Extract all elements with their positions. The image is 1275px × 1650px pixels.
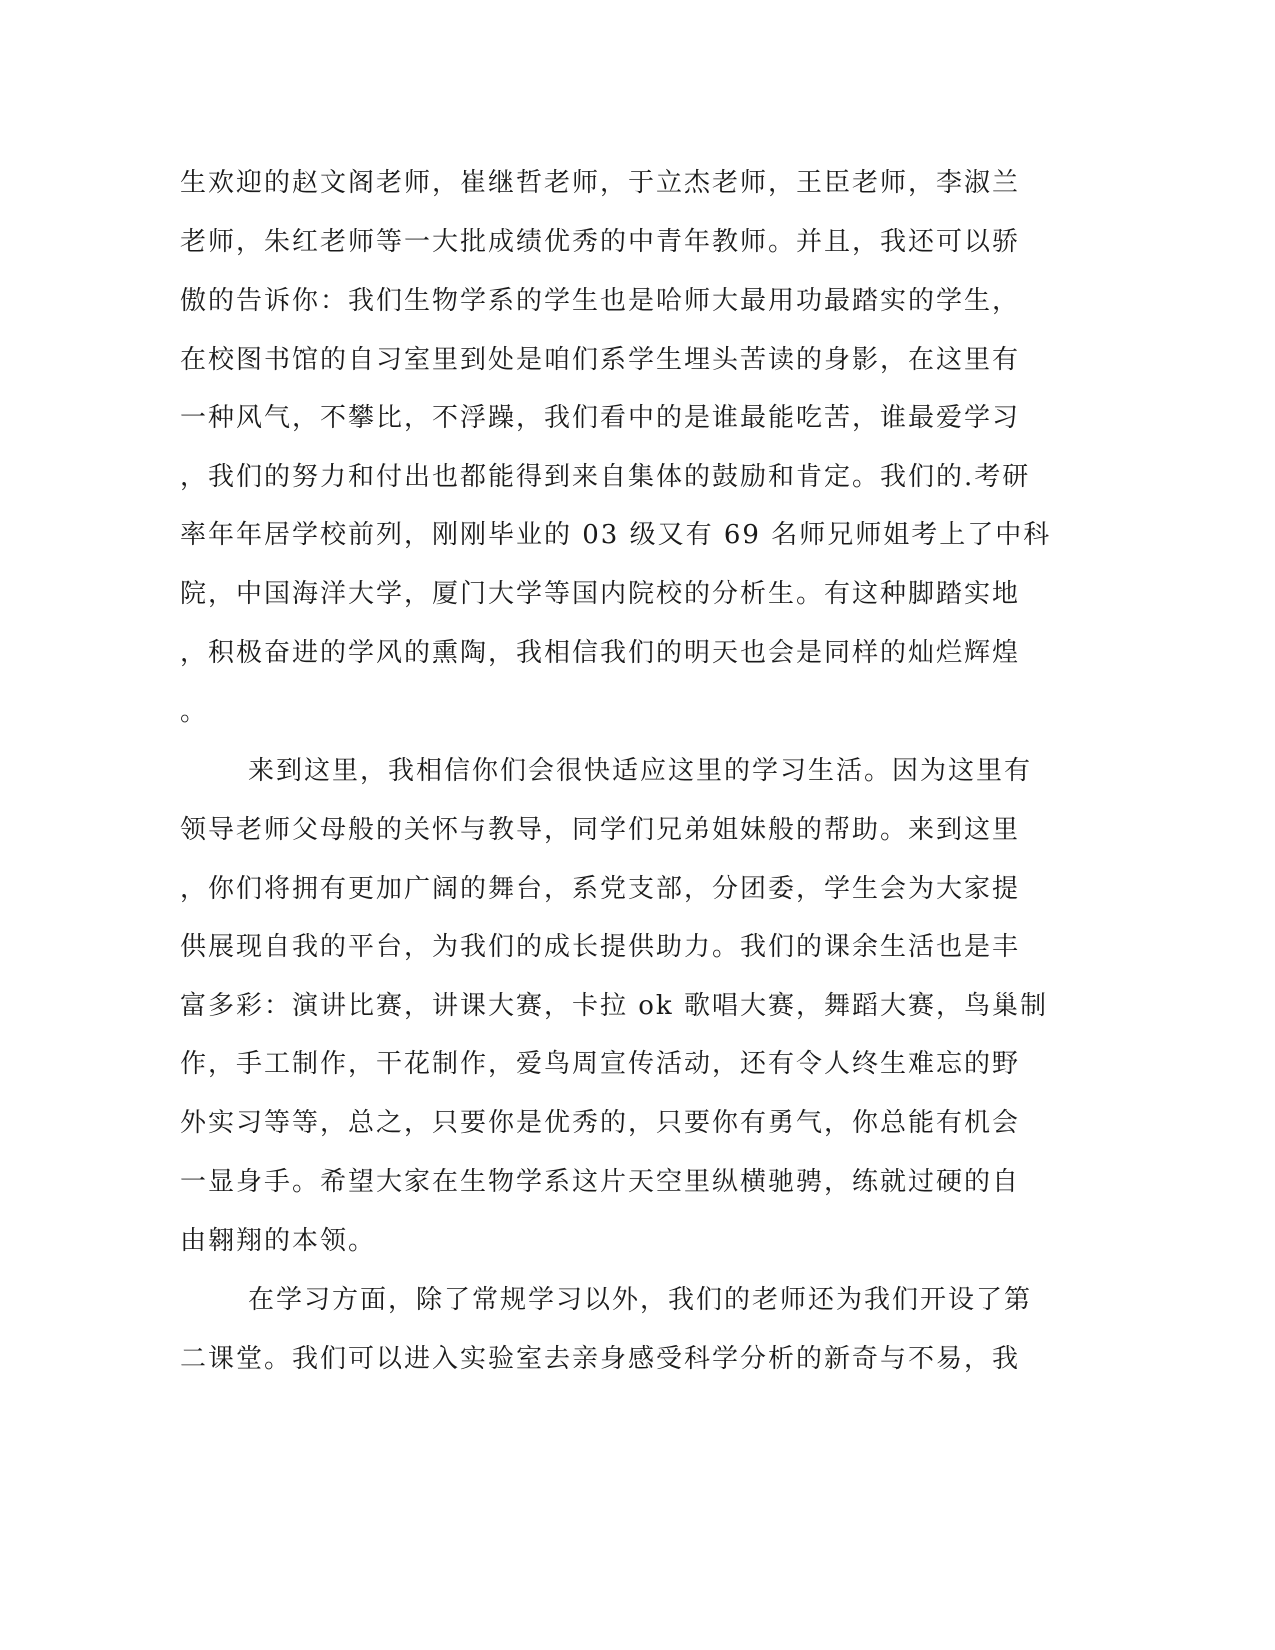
text-line: 富多彩：演讲比赛，讲课大赛，卡拉 ok 歌唱大赛，舞蹈大赛，鸟巢制 xyxy=(180,991,1048,1021)
text-line: 傲的告诉你：我们生物学系的学生也是哈师大最用功最踏实的学生， xyxy=(180,286,1021,316)
text-line: 二课堂。我们可以进入实验室去亲身感受科学分析的新奇与不易，我 xyxy=(180,1344,1021,1374)
text-line: 作，手工制作，干花制作，爱鸟周宣传活动，还有令人终生难忘的野 xyxy=(180,1049,1021,1079)
paragraph-first-line: 在学习方面，除了常规学习以外，我们的老师还为我们开设了第 xyxy=(248,1285,1033,1315)
text-line: ，你们将拥有更加广阔的舞台，系党支部，分团委，学生会为大家提 xyxy=(180,874,1021,904)
text-line: 供展现自我的平台，为我们的成长提供助力。我们的课余生活也是丰 xyxy=(180,932,1021,962)
text-line: 老师，朱红老师等一大批成绩优秀的中青年教师。并且，我还可以骄 xyxy=(180,227,1021,257)
text-line: 。 xyxy=(180,697,209,727)
text-line: 一显身手。希望大家在生物学系这片天空里纵横驰骋，练就过硬的自 xyxy=(180,1167,1021,1197)
paragraph-first-line: 来到这里，我相信你们会很快适应这里的学习生活。因为这里有 xyxy=(248,756,1033,786)
text-line: 外实习等等，总之，只要你是优秀的，只要你有勇气，你总能有机会 xyxy=(180,1108,1021,1138)
text-line: ，积极奋进的学风的熏陶，我相信我们的明天也会是同样的灿烂辉煌 xyxy=(180,638,1021,668)
text-line: 一种风气，不攀比，不浮躁，我们看中的是谁最能吃苦，谁最爱学习 xyxy=(180,403,1021,433)
text-line: 率年年居学校前列，刚刚毕业的 03 级又有 69 名师兄师姐考上了中科 xyxy=(180,520,1052,550)
text-line: ，我们的努力和付出也都能得到来自集体的鼓励和肯定。我们的.考研 xyxy=(180,462,1031,492)
text-line: 领导老师父母般的关怀与教导，同学们兄弟姐妹般的帮助。来到这里 xyxy=(180,815,1021,845)
text-line: 由翱翔的本领。 xyxy=(180,1226,377,1256)
text-line: 生欢迎的赵文阁老师，崔继哲老师，于立杰老师，王臣老师，李淑兰 xyxy=(180,168,1021,198)
text-line: 院，中国海洋大学，厦门大学等国内院校的分析生。有这种脚踏实地 xyxy=(180,579,1021,609)
text-line: 在校图书馆的自习室里到处是咱们系学生埋头苦读的身影，在这里有 xyxy=(180,345,1021,375)
